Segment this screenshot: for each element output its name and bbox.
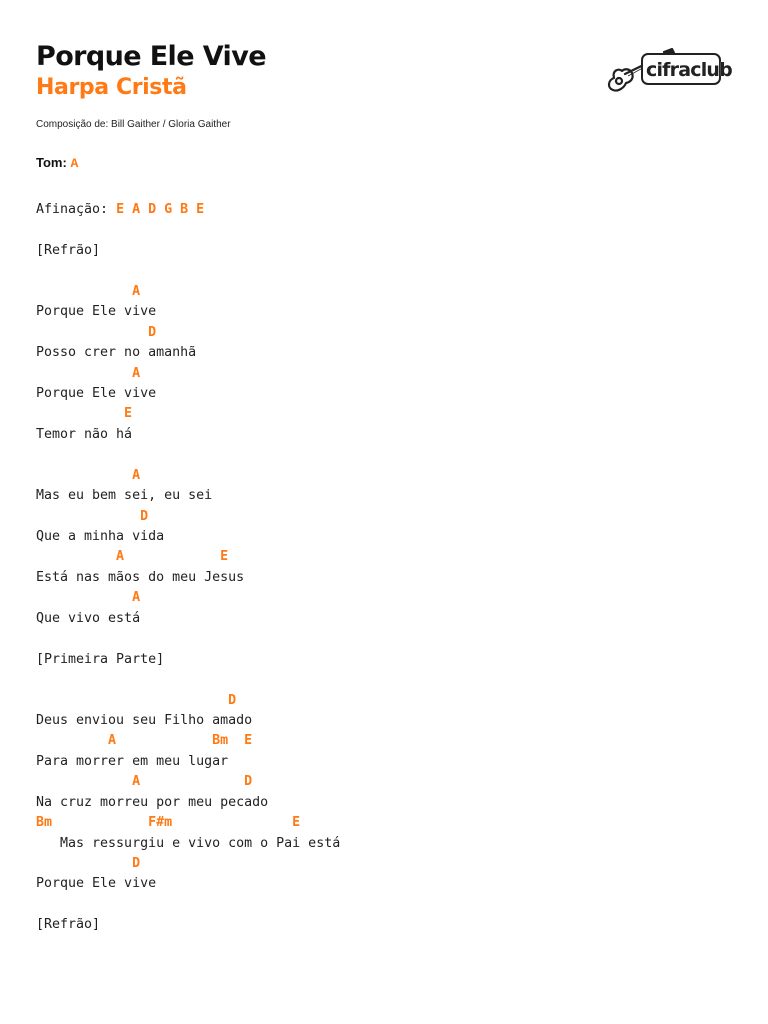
blank-line: [36, 629, 340, 649]
lyric-line: Deus enviou seu Filho amado: [36, 712, 253, 728]
chord-line[interactable]: A: [36, 365, 141, 381]
chord-line[interactable]: A: [36, 283, 141, 299]
lyric-line: Para morrer em meu lugar: [36, 753, 229, 769]
tuning-notes[interactable]: E A D G B E: [116, 202, 205, 217]
lyric-line: Mas ressurgiu e vivo com o Pai está: [36, 835, 341, 851]
lyric-line: Que a minha vida: [36, 529, 165, 544]
artist-name[interactable]: Harpa Cristã: [36, 75, 187, 100]
song-title: Porque Ele Vive: [36, 41, 266, 72]
tuning-label: Afinação:: [36, 202, 117, 217]
lyric-line: Na cruz morreu por meu pecado: [36, 794, 269, 810]
chord-line[interactable]: A E: [36, 549, 229, 565]
lyric-line: Mas eu bem sei, eu sei: [36, 488, 213, 504]
chord-line[interactable]: A: [36, 467, 141, 483]
chord-line[interactable]: E: [36, 406, 133, 422]
lyric-line: Porque Ele vive: [36, 876, 157, 892]
section-label: [Refrão]: [36, 242, 101, 258]
chord-line[interactable]: A Bm E: [36, 733, 253, 749]
chord-line[interactable]: A: [36, 590, 141, 606]
composer-credit: Composição de: Bill Gaither / Gloria Gaither: [36, 119, 231, 130]
chord-line[interactable]: D: [36, 856, 141, 871]
key-label: Tom:: [36, 155, 67, 170]
chord-line[interactable]: Bm F#m E: [36, 815, 301, 831]
chord-line[interactable]: D: [36, 692, 237, 708]
chord-line[interactable]: D: [36, 324, 157, 340]
logo-text: cifraclub: [646, 59, 732, 81]
chord-sheet: [36, 200, 340, 936]
blank-line: [36, 220, 340, 240]
chord-line[interactable]: D: [36, 508, 149, 524]
section-label: [Primeira Parte]: [36, 651, 165, 667]
lyric-line: Que vivo está: [36, 610, 141, 626]
chord-line[interactable]: A D: [36, 774, 253, 790]
tuning-line: [36, 200, 340, 220]
blank-line: [36, 670, 340, 690]
blank-line: [36, 445, 340, 465]
blank-line: [36, 261, 340, 281]
section-label: [Refrão]: [36, 917, 101, 933]
lyric-line: Porque Ele vive: [36, 304, 157, 320]
key-info: [36, 155, 78, 171]
lyric-line: Está nas mãos do meu Jesus: [36, 569, 245, 585]
lyric-line: Temor não há: [36, 426, 133, 442]
lyric-line: Posso crer no amanhã: [36, 345, 197, 361]
lyric-line: Porque Ele vive: [36, 385, 157, 401]
key-value[interactable]: A: [70, 156, 79, 171]
blank-line: [36, 895, 340, 915]
cifraclub-logo[interactable]: [604, 46, 732, 94]
